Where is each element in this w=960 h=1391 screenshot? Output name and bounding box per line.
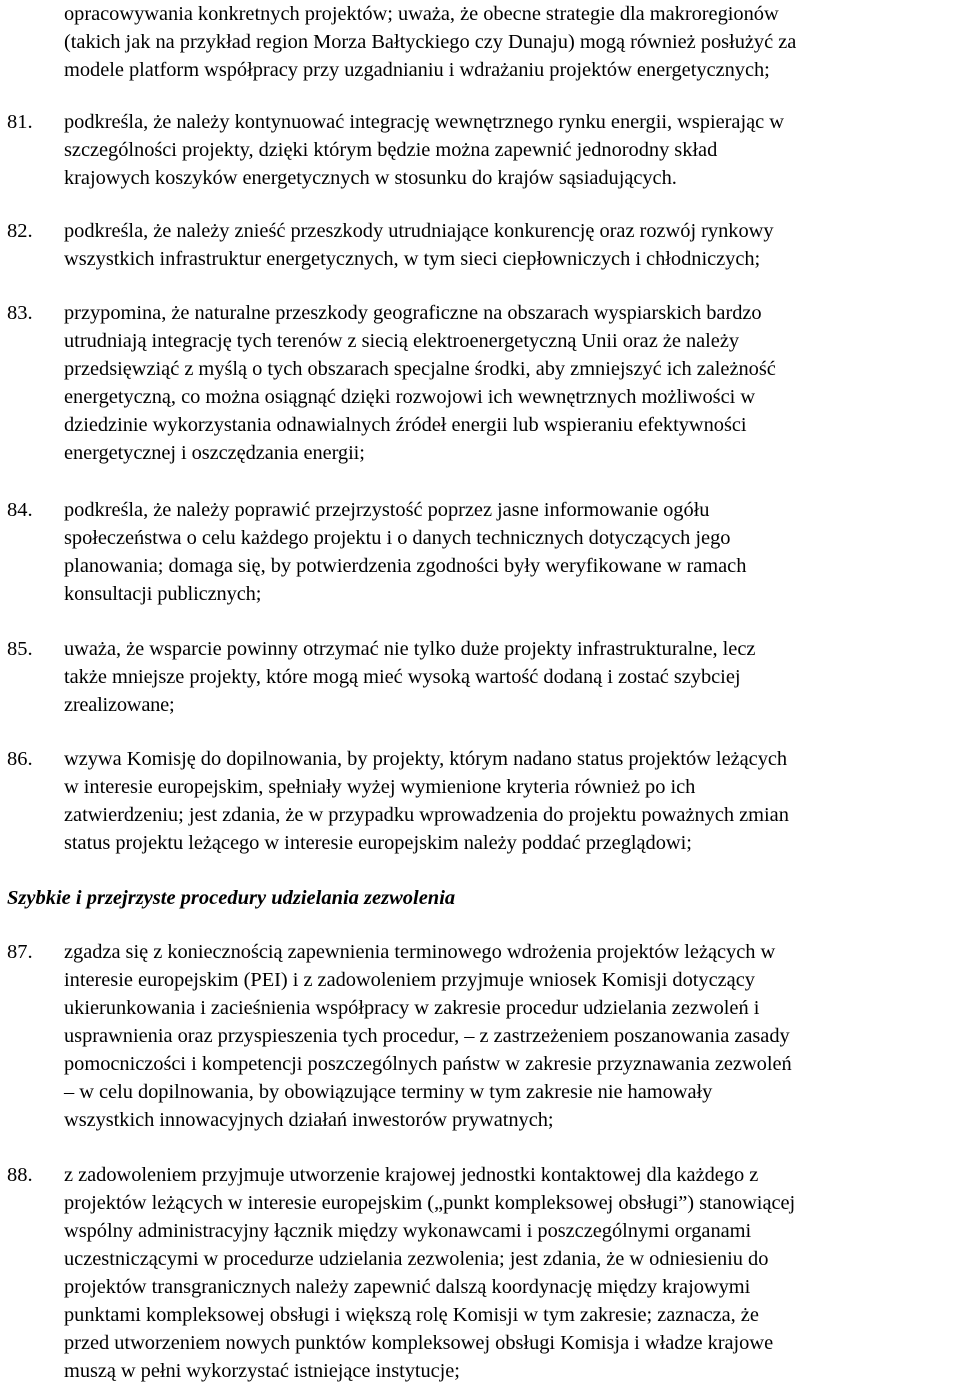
paragraph-number: 84. bbox=[7, 499, 33, 521]
paragraph-line: z zadowoleniem przyjmuje utworzenie krajowej jednostki kontaktowej dla każdego z bbox=[64, 1164, 759, 1186]
paragraph-line: planowania; domaga się, by potwierdzenia zgodności były weryfikowane w ramach bbox=[64, 555, 747, 577]
paragraph-line: podkreśla, że należy poprawić przejrzystość poprzez jasne informowanie ogółu bbox=[64, 499, 710, 521]
paragraph-line: społeczeństwa o celu każdego projektu i o danych technicznych dotyczących jego bbox=[64, 527, 731, 549]
paragraph-line: wszystkich innowacyjnych działań inwestorów prywatnych; bbox=[64, 1109, 554, 1131]
paragraph-line: energetyczną, co można osiągnąć dzięki rozwojowi ich wewnętrznych możliwości w bbox=[64, 386, 756, 408]
paragraph-number: 88. bbox=[7, 1164, 33, 1186]
paragraph-line: dziedzinie wykorzystania odnawialnych źródeł energii lub wspieraniu efektywności bbox=[64, 414, 747, 436]
paragraph-line: krajowych koszyków energetycznych w stosunku do krajów sąsiadujących. bbox=[64, 167, 677, 189]
intro-line: (takich jak na przykład region Morza Bałtyckiego czy Dunaju) mogą również posłużyć za bbox=[64, 31, 797, 53]
paragraph-line: projektów transgranicznych należy zapewnić dalszą koordynację między krajowymi bbox=[64, 1276, 751, 1298]
paragraph-line: w interesie europejskim, spełniały wyżej wymienione kryteria również po ich bbox=[64, 776, 696, 798]
paragraph-text bbox=[64, 108, 960, 192]
intro-paragraph bbox=[64, 0, 960, 84]
paragraph-line: konsultacji publicznych; bbox=[64, 583, 262, 605]
paragraph-line: przed utworzeniem nowych punktów kompleksowej obsługi Komisja i władze krajowe bbox=[64, 1332, 774, 1354]
paragraph-line: uczestniczącymi w procedurze udzielania zezwolenia; jest zdania, że w odniesieniu do bbox=[64, 1248, 769, 1270]
paragraph-number: 82. bbox=[7, 220, 33, 242]
paragraph-line: pomocniczości i kompetencji poszczególnych państw w zakresie przyznawania zezwoleń bbox=[64, 1053, 792, 1075]
paragraph-line: przypomina, że naturalne przeszkody geograficzne na obszarach wyspiarskich bardzo bbox=[64, 302, 762, 324]
intro-line: opracowywania konkretnych projektów; uważa, że obecne strategie dla makroregionów bbox=[64, 3, 779, 25]
paragraph-line: podkreśla, że należy kontynuować integrację wewnętrznego rynku energii, wspierając w bbox=[64, 111, 784, 133]
paragraph-number: 81. bbox=[7, 111, 33, 133]
section-heading: Szybkie i przejrzyste procedury udzielania zezwolenia bbox=[7, 887, 456, 909]
paragraph-line: interesie europejskim (PEI) i z zadowoleniem przyjmuje wniosek Komisji dotyczący bbox=[64, 969, 755, 991]
paragraph-line: szczególności projekty, dzięki którym będzie można zapewnić jednorodny skład bbox=[64, 139, 718, 161]
paragraph-line: zatwierdzeniu; jest zdania, że w przypadku wprowadzenia do projektu poważnych zmian bbox=[64, 804, 789, 826]
paragraph-number: 85. bbox=[7, 638, 33, 660]
paragraph-text bbox=[64, 745, 960, 857]
paragraph-line: podkreśla, że należy znieść przeszkody utrudniające konkurencję oraz rozwój rynkowy bbox=[64, 220, 774, 242]
paragraph-text bbox=[64, 938, 960, 1134]
paragraph-line: – w celu dopilnowania, by obowiązujące terminy w tym zakresie nie hamowały bbox=[64, 1081, 713, 1103]
paragraph-line: energetycznej i oszczędzania energii; bbox=[64, 442, 365, 464]
paragraph-line: wspólny administracyjny łącznik między wykonawcami i poszczególnymi organami bbox=[64, 1220, 752, 1242]
paragraph-line: przedsięwziąć z myślą o tych obszarach specjalne środki, aby zmniejszyć ich zależność bbox=[64, 358, 776, 380]
paragraph-text bbox=[64, 635, 960, 719]
paragraph-line: wzywa Komisję do dopilnowania, by projekty, którym nadano status projektów leżących bbox=[64, 748, 788, 770]
paragraph-line: uważa, że wsparcie powinny otrzymać nie tylko duże projekty infrastrukturalne, lecz bbox=[64, 638, 756, 660]
paragraph-text bbox=[64, 299, 960, 467]
paragraph-number: 87. bbox=[7, 941, 33, 963]
paragraph-line: zrealizowane; bbox=[64, 694, 175, 716]
paragraph-line: zgadza się z koniecznością zapewnienia terminowego wdrożenia projektów leżących w bbox=[64, 941, 776, 963]
paragraph-line: punktami kompleksowej obsługi i większą rolę Komisji w tym zakresie; zaznacza, że bbox=[64, 1304, 759, 1326]
paragraph-line: projektów leżących w interesie europejskim („punkt kompleksowej obsługi”) stanowiącej bbox=[64, 1192, 796, 1214]
intro-line: modele platform współpracy przy uzgadnianiu i wdrażaniu projektów energetycznych; bbox=[64, 59, 770, 81]
paragraph-line: usprawnienia oraz przyspieszenia tych procedur, – z zastrzeżeniem poszanowania zasady bbox=[64, 1025, 790, 1047]
paragraph-number: 86. bbox=[7, 748, 33, 770]
paragraph-line: utrudniają integrację tych terenów z siecią elektroenergetyczną Unii oraz że należy bbox=[64, 330, 740, 352]
paragraph-line: muszą w pełni wykorzystać istniejące instytucje; bbox=[64, 1360, 460, 1382]
paragraph-text bbox=[64, 496, 960, 608]
paragraph-number: 83. bbox=[7, 302, 33, 324]
paragraph-line: wszystkich infrastruktur energetycznych, w tym sieci ciepłowniczych i chłodniczych; bbox=[64, 248, 761, 270]
paragraph-text bbox=[64, 217, 960, 273]
paragraph-text bbox=[64, 1161, 960, 1385]
paragraph-line: status projektu leżącego w interesie europejskim należy poddać przeglądowi; bbox=[64, 832, 692, 854]
paragraph-line: także mniejsze projekty, które mogą mieć wysoką wartość dodaną i zostać szybciej bbox=[64, 666, 741, 688]
paragraph-line: ukierunkowania i zacieśnienia współpracy w zakresie procedur udzielania zezwoleń i bbox=[64, 997, 760, 1019]
